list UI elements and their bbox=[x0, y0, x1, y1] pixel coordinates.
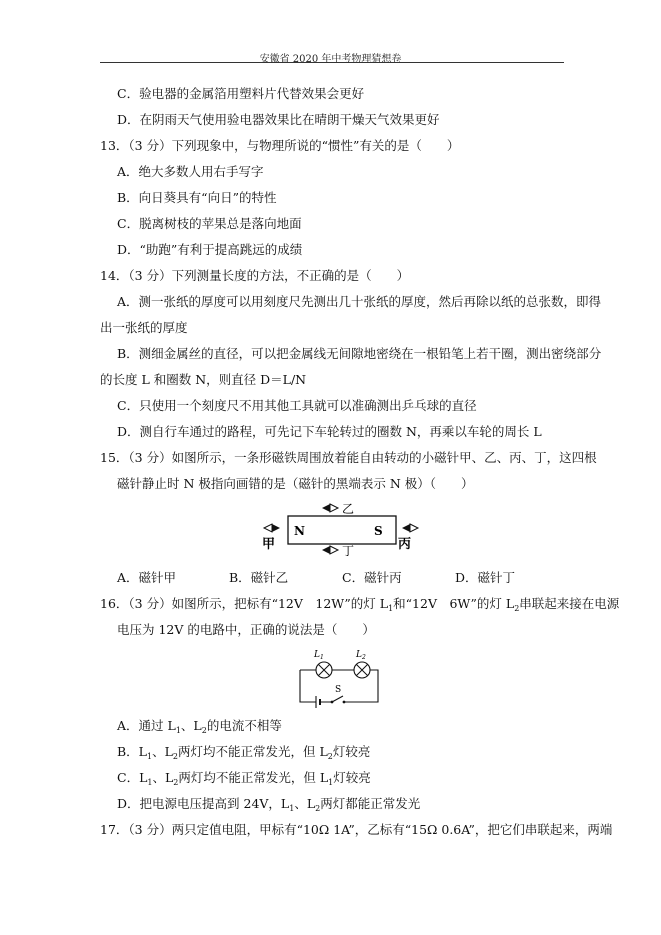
lamp-l2-label: $L_2$ bbox=[356, 650, 366, 661]
circuit-figure bbox=[292, 646, 384, 710]
magnet-south-label: S bbox=[374, 524, 383, 538]
magnet-figure bbox=[258, 500, 426, 556]
q12-option-c: C．验电器的金属箔用塑料片代替效果会更好 bbox=[117, 86, 365, 101]
q15-stem-line2: 磁针静止时 N 极指向画错的是（磁针的黑端表示 N 极）（ ） bbox=[117, 476, 474, 491]
needle-bing bbox=[402, 524, 418, 532]
switch-label: S bbox=[335, 685, 342, 695]
q15-option-b: B．磁针乙 bbox=[229, 570, 289, 585]
q15-option-d: D．磁针丁 bbox=[455, 570, 516, 585]
needle-bing-label: 丙 bbox=[398, 537, 412, 552]
q15-options bbox=[117, 570, 557, 586]
needle-yi-label: 乙 bbox=[342, 502, 355, 516]
q15-stem-line1: 15．（3 分）如图所示，一条形磁铁周围放着能自由转动的小磁针甲、乙、丙、丁，这四根 bbox=[100, 450, 597, 465]
lamp-l1 bbox=[316, 662, 332, 678]
lamp-l2 bbox=[354, 662, 370, 678]
q13-stem: 13．（3 分）下列现象中，与物理所说的“惯性”有关的是（ ） bbox=[100, 138, 460, 153]
q15-option-c: C．磁针丙 bbox=[342, 570, 402, 585]
q14-stem: 14．（3 分）下列测量长度的方法，不正确的是（ ） bbox=[100, 268, 410, 283]
q16-stem-line2: 电压为 12V 的电路中，正确的说法是（ ） bbox=[117, 622, 375, 637]
switch-lever bbox=[332, 696, 343, 702]
q16-option-c: C．$L_1$、$L_2$两灯均不能正常发光，但 $L_1$灯较亮 bbox=[117, 770, 371, 787]
q16-option-b: B．$L_1$、$L_2$两灯均不能正常发光，但 $L_2$灯较亮 bbox=[117, 744, 371, 761]
q17-stem: 17．（3 分）两只定值电阻，甲标有“10Ω 1A”，乙标有“15Ω 0.6A”，把它们串联起来，两端 bbox=[100, 822, 613, 837]
q13-option-d: D．“助跑”有利于提高跳远的成绩 bbox=[117, 242, 303, 257]
q16-option-d: D．把电源电压提高到 24V，$L_1$、$L_2$两灯都能正常发光 bbox=[117, 796, 421, 813]
needle-ding-label: 丁 bbox=[342, 544, 355, 556]
q13-option-a: A．绝大多数人用右手写字 bbox=[117, 164, 264, 179]
needle-ding bbox=[322, 546, 338, 554]
q14-option-d: D．测自行车通过的路程，可先记下车轮转过的圈数 N，再乘以车轮的周长 L bbox=[117, 424, 542, 439]
magnet-north-label: N bbox=[294, 524, 305, 538]
q14-option-b-line1: B．测细金属丝的直径，可以把金属线无间隙地密绕在一根铅笔上若干圈，测出密绕部分 bbox=[117, 346, 602, 361]
q14-option-a-line1: A．测一张纸的厚度可以用刻度尺先测出几十张纸的厚度，然后再除以纸的总张数，即得 bbox=[117, 294, 602, 309]
needle-jia bbox=[264, 524, 280, 532]
q12-option-d: D．在阴雨天气使用验电器效果比在晴朗干燥天气效果更好 bbox=[117, 112, 440, 127]
header-rule bbox=[100, 62, 564, 63]
q15-option-a: A．磁针甲 bbox=[117, 570, 177, 585]
q13-option-b: B．向日葵具有“向日”的特性 bbox=[117, 190, 277, 205]
q14-option-c: C．只使用一个刻度尺不用其他工具就可以准确测出乒乓球的直径 bbox=[117, 398, 477, 413]
needle-jia-label: 甲 bbox=[262, 537, 276, 552]
lamp-l1-label: $L_1$ bbox=[314, 650, 324, 661]
q16-option-a: A．通过 $L_1$、$L_2$的电流不相等 bbox=[117, 718, 282, 735]
q14-option-b-line2: 的长度 L 和圈数 N，则直径 D＝L/N bbox=[100, 372, 307, 387]
page-header: 安徽省 2020 年中考物理猜想卷 bbox=[259, 54, 402, 65]
q14-option-a-line2: 出一张纸的厚度 bbox=[100, 320, 188, 335]
needle-yi bbox=[322, 504, 338, 512]
q13-option-c: C．脱离树枝的苹果总是落向地面 bbox=[117, 216, 302, 231]
q16-stem-line1: 16．（3 分）如图所示，把标有“12V 12W”的灯 $L_1$和“12V 6W”的灯 $L_2$串联起来接在电源 bbox=[100, 596, 620, 613]
